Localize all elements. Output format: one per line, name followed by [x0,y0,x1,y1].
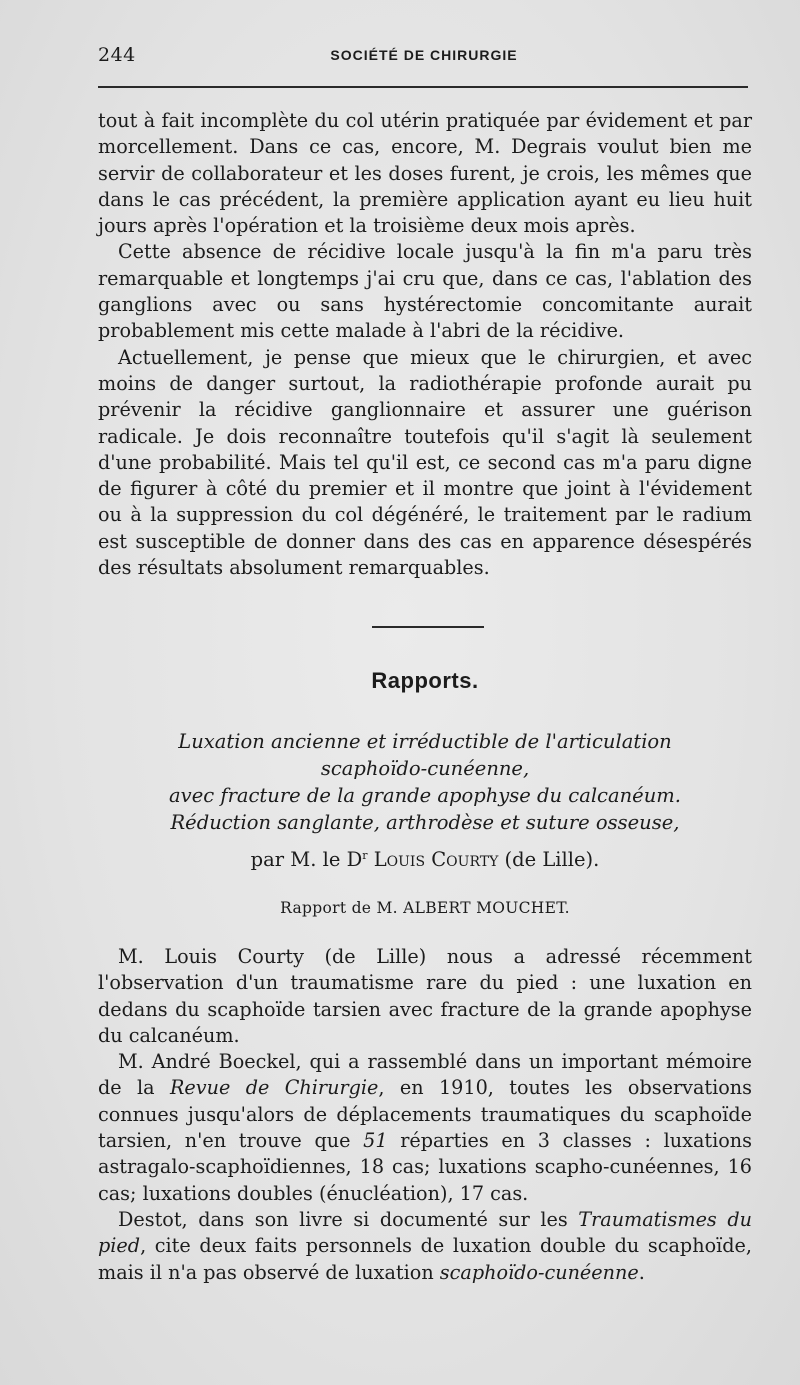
byline [98,848,752,871]
main-text [98,108,752,581]
page-header [98,44,750,74]
paragraph: M. Louis Courty (de Lille) nous a adressé récemment l'observation d'un traumatisme rare du pied : une luxation en dedans du scaphoïde tarsien avec fracture de la grande apophyse du calcanéum. [98,945,752,1047]
paragraph: tout à fait incomplète du col utérin pratiquée par évidement et par morcellement. Dans ce cas, encore, M. Degrais voulut bien me servir de collaborateur et les doses furent, je crois, les mêmes que dans le cas précédent, la première application ayant eu lieu huit jours après l'opération et la troisième deux mois après. [98,109,752,238]
paragraph [98,1207,752,1286]
article-title-line: scaphoïdo-cunéenne, [320,757,530,780]
text-run: Destot, dans son livre si documenté sur les [118,1207,579,1231]
article-title-line: Luxation ancienne et irréductible de l'articulation [178,730,672,753]
byline-prefix: par M. le D [250,848,363,871]
page-number: 244 [98,44,136,66]
paragraph: Cette absence de récidive locale jusqu'à la fin m'a paru très remarquable et longtemps j'ai cru que, dans ce cas, l'ablation des ganglions avec ou sans hystérectomie concomitante aurait probablement mis cette malade à l'abri de la récidive. [98,240,752,343]
author-location: (de Lille). [504,848,600,871]
report-attribution: Rapport de M. ALBERT MOUCHET. [280,899,570,917]
case-count: 51 [363,1129,388,1153]
article-title-line: avec fracture de la grande apophyse du calcanéum. [169,784,681,807]
text-run: . [638,1260,645,1284]
text-run: réparties en 3 classes : luxations astragalo-scaphoïdiennes, 18 cas; luxations scapho-cunéennes, 16 cas; luxations doubles (énucléation), 17 cas. [98,1129,752,1205]
running-head: SOCIÉTÉ DE CHIRURGIE [330,47,518,63]
header-rule [98,86,748,88]
italic-term: scaphoïdo-cunéenne [439,1260,639,1284]
paragraph: Actuellement, je pense que mieux que le chirurgien, et avec moins de danger surtout, la radiothérapie profonde aurait pu prévenir la récidive ganglionnaire et assurer une guérison radicale. Je dois reconnaître toutefois qu'il s'agit là seulement d'une probabilité. Mais tel qu'il est, ce second cas m'a paru digne de figurer à côté du premier et il montre que joint à l'évidement ou à la suppression du col dégénéré, le traitement par le radium est susceptible de donner dans des cas en apparence désespérés des résultats absolument remarquables. [98,345,752,580]
article-title [98,728,752,836]
section-title: Rapports. [371,668,479,693]
book-title: Traumatismes du pied [98,1207,752,1258]
section-divider [372,626,484,628]
text-run: M. André Boeckel, qui a rassemblé dans un important mémoire de la [98,1050,752,1100]
author-name: Louis Courty [373,848,499,871]
byline-superscript: r [362,849,368,862]
text-run: , en 1910, toutes les observations connues jusqu'alors de déplacements traumatiques du scaphoïde tarsien, n'en trouve que [98,1076,752,1153]
article-title-line: Réduction sanglante, arthrodèse et suture osseuse, [170,811,680,834]
text-run: , cite deux faits personnels de luxation double du scaphoïde, mais il n'a pas observé de luxation [98,1234,752,1284]
paragraph [98,1049,752,1207]
report-text [98,944,752,1286]
journal-title: Revue de Chirurgie [169,1076,379,1100]
